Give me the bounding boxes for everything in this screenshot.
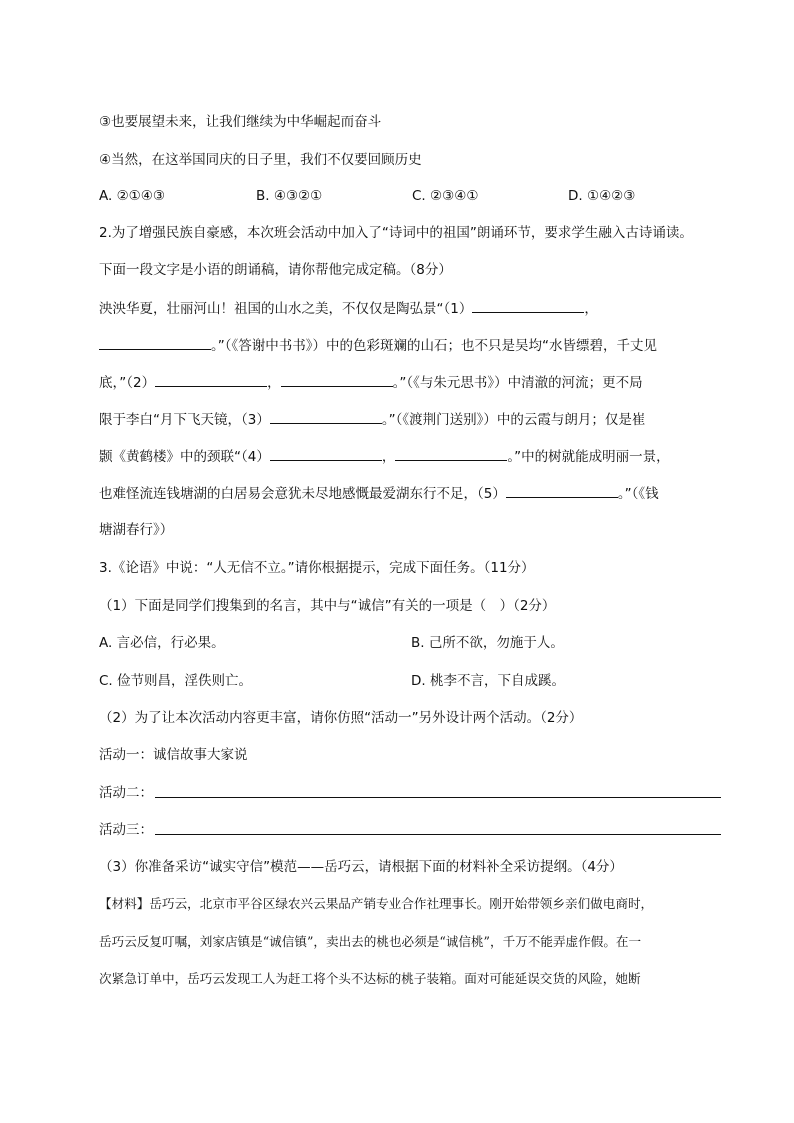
q2-text: ， bbox=[584, 301, 598, 317]
blank-4b[interactable] bbox=[395, 446, 507, 461]
blank-2b[interactable] bbox=[281, 372, 393, 387]
q2-text: ， bbox=[267, 375, 281, 391]
q2-text: 底，”（2） bbox=[99, 375, 156, 391]
material-line-2: 岳巧云反复叮嘱，刘家店镇是“诚信镇”，卖出去的桃也必须是“诚信桃”，千万不能弄虚作假。在一 bbox=[99, 934, 642, 949]
q2-text: 。”（《与朱元思书》）中清澈的河流；更不局 bbox=[392, 375, 643, 391]
q1-item-4: ④当然，在这举国同庆的日子里，我们不仅要回顾历史 bbox=[99, 152, 422, 168]
activity-3-label: 活动三： bbox=[99, 822, 153, 838]
q2-text: 。”中的树就能成明丽一景， bbox=[507, 449, 670, 465]
q3-sub-1: （1）下面是同学们搜集到的名言，其中与“诚信”有关的一项是（ ）（2分） bbox=[99, 598, 556, 614]
q3-option-a: A. 言必信，行必果。 bbox=[99, 635, 225, 651]
q2-text: 泱泱华夏，壮丽河山！祖国的山水之美，不仅仅是陶弘景“（1） bbox=[99, 301, 473, 317]
q3-option-c: C. 俭节则昌，淫佚则亡。 bbox=[99, 673, 253, 689]
blank-5[interactable] bbox=[506, 483, 618, 498]
q2-passage-line-6 bbox=[99, 483, 659, 504]
q1-option-d: D. ①④②③ bbox=[568, 188, 636, 204]
material-line-1: 【材料】岳巧云，北京市平谷区绿农兴云果品产销专业合作社理事长。刚开始带领乡亲们做电商时， bbox=[99, 896, 654, 911]
q2-passage-line-3 bbox=[99, 372, 643, 393]
q2-passage-line-7: 塘湖春行》） bbox=[99, 522, 174, 538]
blank-1a[interactable] bbox=[472, 298, 584, 313]
q1-option-b: B. ④③②① bbox=[256, 188, 323, 204]
blank-4a[interactable] bbox=[270, 446, 382, 461]
q2-text: 。”（《渡荆门送别》）中的云霞与朗月；仅是崔 bbox=[381, 412, 646, 428]
q1-option-a: A. ②①④③ bbox=[99, 188, 165, 204]
q3-option-d: D. 桃李不言，下自成蹊。 bbox=[411, 673, 565, 689]
q2-text: 也难怪流连钱塘湖的白居易会意犹未尽地感慨最爱湖东行不足，（5） bbox=[99, 486, 506, 502]
q2-passage-line-4 bbox=[99, 409, 645, 430]
activity-3-answer-line[interactable] bbox=[155, 834, 721, 835]
q2-text: ， bbox=[381, 449, 396, 465]
q3-sub-3: （3）你准备采访“诚实守信”模范——岳巧云，请根据下面的材料补全采访提纲。（4分） bbox=[99, 859, 623, 875]
q2-passage-line-1 bbox=[99, 298, 598, 319]
blank-2a[interactable] bbox=[155, 372, 267, 387]
q2-stem-line-2: 下面一段文字是小语的朗诵稿，请你帮他完成定稿。（8分） bbox=[99, 262, 452, 278]
q2-passage-line-2 bbox=[99, 335, 657, 356]
activity-2-answer-line[interactable] bbox=[155, 797, 721, 798]
material-line-3: 次紧急订单中，岳巧云发现工人为赶工将个头不达标的桃子装箱。面对可能延误交货的风险，她断 bbox=[99, 971, 641, 986]
activity-1: 活动一：诚信故事大家说 bbox=[99, 747, 248, 763]
q3-stem: 3.《论语》中说：“人无信不立。”请你根据提示，完成下面任务。（11分） bbox=[99, 560, 535, 576]
q1-option-c: C. ②③④① bbox=[412, 188, 479, 204]
q2-passage-line-5 bbox=[99, 446, 670, 467]
q1-item-3: ③也要展望未来，让我们继续为中华崛起而奋斗 bbox=[99, 114, 382, 130]
q2-text: 。”（《钱 bbox=[617, 486, 659, 502]
q2-text: 限于李白“月下飞天镜，（3） bbox=[99, 412, 270, 428]
q2-text: 。”（《答谢中书书》）中的色彩斑斓的山石；也不只是吴均“水皆缥碧，千丈见 bbox=[211, 338, 657, 354]
q2-stem-line-1: 2.为了增强民族自豪感，本次班会活动中加入了“诗词中的祖国”朗诵环节，要求学生融入古诗诵读。 bbox=[99, 225, 693, 241]
activity-2-label: 活动二： bbox=[99, 785, 153, 801]
blank-3[interactable] bbox=[270, 409, 382, 424]
blank-1b[interactable] bbox=[99, 335, 211, 350]
q3-sub-2: （2）为了让本次活动内容更丰富，请你仿照“活动一”另外设计两个活动。（2分） bbox=[99, 710, 583, 726]
q2-text: 颢《黄鹤楼》中的颈联“（4） bbox=[99, 449, 270, 465]
q3-option-b: B. 己所不欲，勿施于人。 bbox=[411, 635, 564, 651]
